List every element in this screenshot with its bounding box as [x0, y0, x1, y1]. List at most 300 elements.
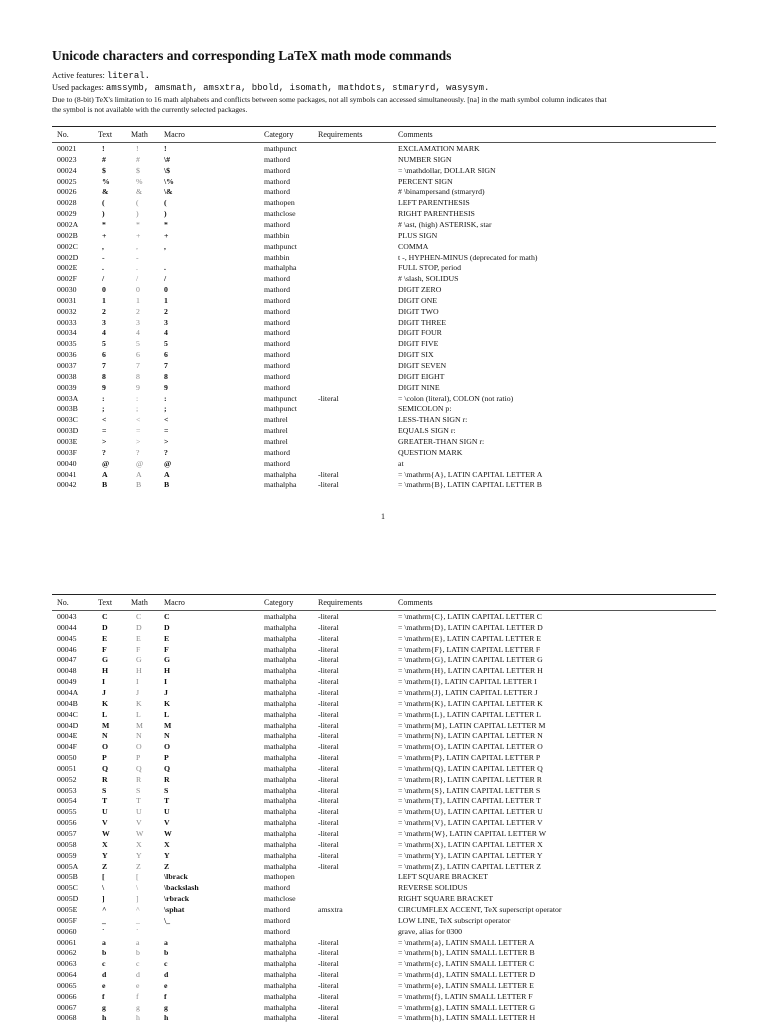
cell-macro: Y	[164, 850, 170, 860]
cell-requirements: -literal	[318, 622, 339, 632]
cell-requirements: -literal	[318, 469, 339, 479]
cell-macro: T	[164, 796, 170, 806]
cell-math: 8	[136, 371, 140, 381]
cell-category: mathalpha	[264, 861, 297, 871]
table-row	[0, 623, 768, 634]
cell-math: c	[136, 959, 140, 969]
cell-math: 7	[136, 361, 140, 370]
table-row	[0, 796, 768, 807]
cell-category: mathalpha	[264, 480, 297, 490]
cell-comment: = \mathrm{W}, LATIN CAPITAL LETTER W	[398, 829, 547, 838]
table-row	[0, 775, 768, 786]
cell-requirements: -literal	[318, 731, 339, 741]
cell-comment: = \mathrm{K}, LATIN CAPITAL LETTER K	[398, 698, 543, 708]
cell-requirements: -literal	[318, 393, 339, 403]
cell-comment: = \mathrm{C}, LATIN CAPITAL LETTER C	[398, 612, 542, 621]
cell-category: mathrel	[264, 415, 288, 425]
cell-text: C	[102, 612, 108, 621]
cell-requirements: -literal	[318, 818, 339, 828]
cell-math: *	[136, 219, 140, 229]
cell-no: 00059	[57, 850, 77, 860]
cell-requirements: -literal	[318, 774, 339, 784]
table-row	[0, 916, 768, 927]
cell-comment: = \mathrm{h}, LATIN SMALL LETTER H	[398, 1013, 536, 1023]
cell-text: $	[102, 165, 106, 175]
cell-category: mathpunct	[264, 144, 297, 153]
cell-no: 00055	[57, 807, 77, 817]
cell-text: 8	[102, 371, 106, 381]
cell-no: 00024	[57, 165, 77, 175]
cell-text: 5	[102, 339, 106, 349]
cell-comment: DIGIT NINE	[398, 382, 440, 392]
cell-no: 00061	[57, 937, 77, 947]
cell-comment: = \mathrm{A}, LATIN CAPITAL LETTER A	[398, 469, 543, 479]
cell-macro: h	[164, 1013, 169, 1023]
cell-category: mathalpha	[264, 829, 297, 838]
cell-text: ]	[102, 894, 105, 904]
cell-category: mathord	[264, 154, 290, 164]
cell-macro: =	[164, 426, 169, 436]
cell-math: ?	[136, 447, 140, 457]
cell-comment: DIGIT FIVE	[398, 339, 439, 349]
cell-no: 00048	[57, 666, 77, 676]
cell-comment: = \mathrm{R}, LATIN CAPITAL LETTER R	[398, 774, 542, 784]
cell-category: mathalpha	[264, 763, 297, 773]
cell-math: H	[136, 666, 142, 676]
table-row	[0, 970, 768, 981]
cell-no: 00030	[57, 285, 77, 295]
cell-comment: = \mathrm{V}, LATIN CAPITAL LETTER V	[398, 818, 543, 828]
cell-no: 00043	[57, 612, 77, 621]
cell-category: mathalpha	[264, 937, 297, 947]
table-row	[0, 177, 768, 188]
cell-macro: :	[164, 393, 167, 403]
table-row	[0, 263, 768, 274]
cell-category: mathalpha	[264, 469, 297, 479]
cell-comment: = \mathrm{G}, LATIN CAPITAL LETTER G	[398, 655, 543, 665]
table-row	[0, 448, 768, 459]
cell-macro: K	[164, 698, 171, 708]
cell-category: mathord	[264, 458, 290, 468]
cell-comment: = \mathrm{b}, LATIN SMALL LETTER B	[398, 948, 535, 958]
cell-category: mathord	[264, 317, 290, 327]
cell-comment: = \mathrm{E}, LATIN CAPITAL LETTER E	[398, 633, 542, 643]
cell-text: a	[102, 937, 106, 947]
cell-macro: D	[164, 622, 170, 632]
table-row	[0, 645, 768, 656]
cell-no: 00051	[57, 763, 77, 773]
header-category: Category	[264, 130, 294, 139]
cell-math: >	[136, 436, 141, 446]
cell-text: R	[102, 774, 108, 784]
cell-no: 00034	[57, 328, 77, 338]
cell-no: 0003A	[57, 393, 79, 403]
cell-category: mathalpha	[264, 774, 297, 784]
cell-category: mathord	[264, 219, 290, 229]
cell-category: mathalpha	[264, 1002, 297, 1012]
cell-math: E	[136, 633, 141, 643]
cell-category: mathalpha	[264, 720, 297, 730]
cell-requirements: -literal	[318, 829, 339, 838]
cell-macro: 0	[164, 285, 168, 295]
cell-comment: at	[398, 458, 404, 468]
cell-no: 0003D	[57, 426, 79, 436]
cell-requirements: -literal	[318, 861, 339, 871]
table-row	[0, 655, 768, 666]
cell-math: ,	[136, 241, 138, 251]
cell-no: 00050	[57, 753, 77, 763]
table-row	[0, 470, 768, 481]
cell-macro: ?	[164, 447, 168, 457]
cell-text: [	[102, 872, 105, 882]
cell-math: P	[136, 753, 141, 763]
cell-category: mathalpha	[264, 644, 297, 654]
header-math: Math	[131, 598, 148, 607]
cell-text: V	[102, 818, 108, 828]
table-row	[0, 786, 768, 797]
active-features-line	[52, 71, 150, 81]
cell-comment: PERCENT SIGN	[398, 176, 453, 186]
cell-text: P	[102, 753, 107, 763]
table-row	[0, 688, 768, 699]
cell-comment: DIGIT ZERO	[398, 285, 442, 295]
header-requirements: Requirements	[318, 130, 363, 139]
cell-no: 00023	[57, 154, 77, 164]
cell-category: mathopen	[264, 198, 295, 208]
table-row	[0, 404, 768, 415]
cell-comment: GREATER-THAN SIGN r:	[398, 436, 485, 446]
cell-text: \	[102, 883, 105, 893]
table-row	[0, 851, 768, 862]
cell-text: A	[102, 469, 108, 479]
cell-category: mathord	[264, 350, 290, 360]
cell-math: 5	[136, 339, 140, 349]
cell-math: N	[136, 731, 142, 741]
table-header-rule	[52, 142, 716, 143]
cell-macro: ,	[164, 241, 166, 251]
cell-requirements: -literal	[318, 644, 339, 654]
cell-no: 0002E	[57, 263, 78, 273]
cell-math: V	[136, 818, 142, 828]
table-row	[0, 144, 768, 155]
cell-requirements: -literal	[318, 720, 339, 730]
cell-text: D	[102, 622, 108, 632]
cell-text: +	[102, 230, 107, 240]
cell-comment: DIGIT THREE	[398, 317, 447, 327]
cell-text: <	[102, 415, 107, 425]
cell-no: 00036	[57, 350, 77, 360]
cell-comment: = \mathdollar, DOLLAR SIGN	[398, 165, 496, 175]
table-row	[0, 927, 768, 938]
cell-category: mathord	[264, 295, 290, 305]
header-requirements: Requirements	[318, 598, 363, 607]
table-row	[0, 350, 768, 361]
cell-math: %	[136, 176, 143, 186]
cell-text: =	[102, 426, 107, 436]
cell-category: mathord	[264, 382, 290, 392]
note-line-1: Due to (8-bit) TeX's limitation to 16 math alphabets and conflicts between some packages, not all symbols can accessed simultaneously. [na] in the math symbol column indicates that	[52, 95, 607, 104]
table-row	[0, 459, 768, 470]
cell-math: f	[136, 991, 139, 1001]
page-title: Unicode characters and corresponding LaTeX math mode commands	[52, 48, 452, 63]
cell-category: mathalpha	[264, 698, 297, 708]
cell-math: 1	[136, 295, 140, 305]
cell-requirements: -literal	[318, 796, 339, 806]
cell-requirements: -literal	[318, 633, 339, 643]
cell-no: 0004D	[57, 720, 79, 730]
cell-category: mathalpha	[264, 622, 297, 632]
cell-text: X	[102, 839, 108, 849]
cell-category: mathalpha	[264, 948, 297, 958]
cell-no: 00064	[57, 970, 77, 980]
table-row	[0, 318, 768, 329]
cell-category: mathord	[264, 274, 290, 284]
cell-macro: ;	[164, 404, 167, 414]
table-top-rule	[52, 594, 716, 595]
cell-macro: \sphat	[164, 904, 185, 914]
cell-math: L	[136, 709, 141, 719]
cell-comment: CIRCUMFLEX ACCENT, TeX superscript operator	[398, 904, 562, 914]
cell-math: 3	[136, 317, 140, 327]
cell-text: c	[102, 959, 106, 969]
cell-text: B	[102, 480, 108, 490]
cell-category: mathalpha	[264, 959, 297, 969]
cell-macro: g	[164, 1002, 168, 1012]
cell-no: 00025	[57, 176, 77, 186]
cell-text: %	[102, 176, 110, 186]
cell-text: -	[102, 252, 105, 262]
cell-requirements: -literal	[318, 807, 339, 817]
cell-text: 3	[102, 317, 106, 327]
cell-math: J	[136, 687, 140, 697]
cell-macro: +	[164, 230, 169, 240]
table-row	[0, 677, 768, 688]
cell-no: 0004F	[57, 742, 77, 752]
cell-comment: = \mathrm{d}, LATIN SMALL LETTER D	[398, 970, 536, 980]
table-row	[0, 166, 768, 177]
cell-macro: O	[164, 742, 171, 752]
cell-text: (	[102, 198, 105, 208]
cell-math: B	[136, 480, 142, 490]
cell-no: 00039	[57, 382, 77, 392]
table-row	[0, 426, 768, 437]
table-row	[0, 840, 768, 851]
table-row	[0, 307, 768, 318]
cell-text: E	[102, 633, 108, 643]
cell-no: 0004C	[57, 709, 78, 719]
cell-math: 9	[136, 382, 140, 392]
cell-macro: F	[164, 644, 169, 654]
cell-text: .	[102, 263, 104, 273]
cell-text: >	[102, 436, 107, 446]
cell-no: 0005D	[57, 894, 79, 904]
cell-macro: N	[164, 731, 170, 741]
cell-math: ^	[136, 904, 140, 914]
cell-math: &	[136, 187, 143, 197]
cell-requirements: -literal	[318, 785, 339, 795]
table-row	[0, 710, 768, 721]
cell-requirements: -literal	[318, 850, 339, 860]
cell-macro: \_	[164, 915, 171, 925]
cell-no: 0004E	[57, 731, 78, 741]
active-features-value: literal.	[106, 71, 151, 81]
cell-category: mathalpha	[264, 785, 297, 795]
cell-comment: = \mathrm{D}, LATIN CAPITAL LETTER D	[398, 622, 543, 632]
cell-comment: = \colon (literal), COLON (not ratio)	[398, 393, 514, 403]
cell-macro: C	[164, 612, 170, 621]
cell-text: L	[102, 709, 108, 719]
cell-comment: = \mathrm{B}, LATIN CAPITAL LETTER B	[398, 480, 542, 490]
cell-requirements: -literal	[318, 959, 339, 969]
cell-comment: = \mathrm{Q}, LATIN CAPITAL LETTER Q	[398, 763, 543, 773]
cell-category: mathalpha	[264, 263, 297, 273]
cell-macro: B	[164, 480, 170, 490]
cell-no: 0004B	[57, 698, 78, 708]
cell-text: b	[102, 948, 107, 958]
cell-math: g	[136, 1002, 140, 1012]
cell-macro: 7	[164, 361, 168, 370]
cell-text: S	[102, 785, 107, 795]
cell-comment: = \mathrm{g}, LATIN SMALL LETTER G	[398, 1002, 536, 1012]
cell-math: A	[136, 469, 142, 479]
table-row	[0, 807, 768, 818]
table-row	[0, 253, 768, 264]
cell-comment: grave, alias for 0300	[398, 926, 463, 936]
cell-text: O	[102, 742, 109, 752]
cell-requirements: -literal	[318, 655, 339, 665]
cell-no: 00058	[57, 839, 77, 849]
table-row	[0, 764, 768, 775]
cell-category: mathalpha	[264, 742, 297, 752]
cell-category: mathalpha	[264, 850, 297, 860]
table-row	[0, 829, 768, 840]
cell-macro: 9	[164, 382, 168, 392]
table-row	[0, 415, 768, 426]
cell-no: 0004A	[57, 687, 79, 697]
cell-text: _	[102, 915, 106, 925]
cell-comment: COMMA	[398, 241, 429, 251]
header-math: Math	[131, 130, 148, 139]
cell-comment: = \mathrm{Y}, LATIN CAPITAL LETTER Y	[398, 850, 543, 860]
cell-math: ;	[136, 404, 139, 414]
cell-macro: J	[164, 687, 168, 697]
cell-macro: 4	[164, 328, 168, 338]
table-row	[0, 339, 768, 350]
cell-requirements: -literal	[318, 937, 339, 947]
cell-no: 0003E	[57, 436, 78, 446]
cell-text: `	[102, 926, 105, 936]
cell-no: 0002B	[57, 230, 78, 240]
cell-text: *	[102, 219, 106, 229]
cell-category: mathalpha	[264, 970, 297, 980]
cell-math: =	[136, 426, 141, 436]
cell-comment: EXCLAMATION MARK	[398, 144, 480, 153]
cell-macro: \&	[164, 187, 173, 197]
table-row	[0, 155, 768, 166]
cell-macro: \lbrack	[164, 872, 188, 882]
cell-math: K	[136, 698, 142, 708]
table-row	[0, 328, 768, 339]
cell-comment: # \ast, (high) ASTERISK, star	[398, 219, 492, 229]
cell-text: W	[102, 829, 110, 838]
cell-no: 00035	[57, 339, 77, 349]
cell-comment: # \slash, SOLIDUS	[398, 274, 459, 284]
header-text: Text	[98, 130, 113, 139]
table-row	[0, 437, 768, 448]
cell-no: 00053	[57, 785, 77, 795]
cell-math: D	[136, 622, 142, 632]
cell-category: mathalpha	[264, 731, 297, 741]
table-row	[0, 361, 768, 372]
table-row	[0, 818, 768, 829]
cell-requirements: amsxtra	[318, 904, 343, 914]
cell-requirements: -literal	[318, 753, 339, 763]
table-row	[0, 753, 768, 764]
cell-category: mathalpha	[264, 1013, 297, 1023]
cell-macro: L	[164, 709, 170, 719]
header-comments: Comments	[398, 130, 433, 139]
cell-no: 00062	[57, 948, 77, 958]
cell-category: mathord	[264, 915, 290, 925]
cell-macro: A	[164, 469, 170, 479]
cell-macro: V	[164, 818, 170, 828]
cell-text: e	[102, 980, 106, 990]
cell-no: 0003F	[57, 447, 77, 457]
cell-text: F	[102, 644, 107, 654]
table-row	[0, 959, 768, 970]
cell-math: F	[136, 644, 141, 654]
header-text: Text	[98, 598, 113, 607]
cell-comment: = \mathrm{S}, LATIN CAPITAL LETTER S	[398, 785, 541, 795]
cell-text: @	[102, 458, 110, 468]
table-row	[0, 862, 768, 873]
cell-macro: e	[164, 980, 168, 990]
cell-category: mathord	[264, 339, 290, 349]
cell-macro: P	[164, 753, 169, 763]
table-row	[0, 220, 768, 231]
cell-math: U	[136, 807, 142, 817]
cell-math: a	[136, 937, 140, 947]
cell-macro: )	[164, 209, 167, 219]
cell-category: mathord	[264, 176, 290, 186]
table-row	[0, 699, 768, 710]
cell-no: 00045	[57, 633, 77, 643]
cell-text: :	[102, 393, 105, 403]
cell-comment: LEFT PARENTHESIS	[398, 198, 470, 208]
cell-text: I	[102, 677, 106, 687]
cell-requirements: -literal	[318, 677, 339, 687]
cell-macro: M	[164, 720, 172, 730]
page-number: 1	[381, 512, 385, 521]
cell-no: 0003C	[57, 415, 78, 425]
cell-requirements: -literal	[318, 666, 339, 676]
cell-category: mathalpha	[264, 709, 297, 719]
cell-category: mathpunct	[264, 241, 297, 251]
cell-comment: REVERSE SOLIDUS	[398, 883, 468, 893]
cell-math: b	[136, 948, 140, 958]
cell-macro: W	[164, 829, 172, 838]
cell-category: mathrel	[264, 436, 288, 446]
cell-math: ]	[136, 894, 139, 904]
cell-requirements: -literal	[318, 698, 339, 708]
cell-macro: X	[164, 839, 170, 849]
cell-comment: = \mathrm{e}, LATIN SMALL LETTER E	[398, 980, 534, 990]
cell-comment: t -, HYPHEN-MINUS (deprecated for math)	[398, 252, 538, 262]
cell-math: T	[136, 796, 141, 806]
table-row	[0, 285, 768, 296]
cell-category: mathpunct	[264, 393, 297, 403]
table-row	[0, 198, 768, 209]
